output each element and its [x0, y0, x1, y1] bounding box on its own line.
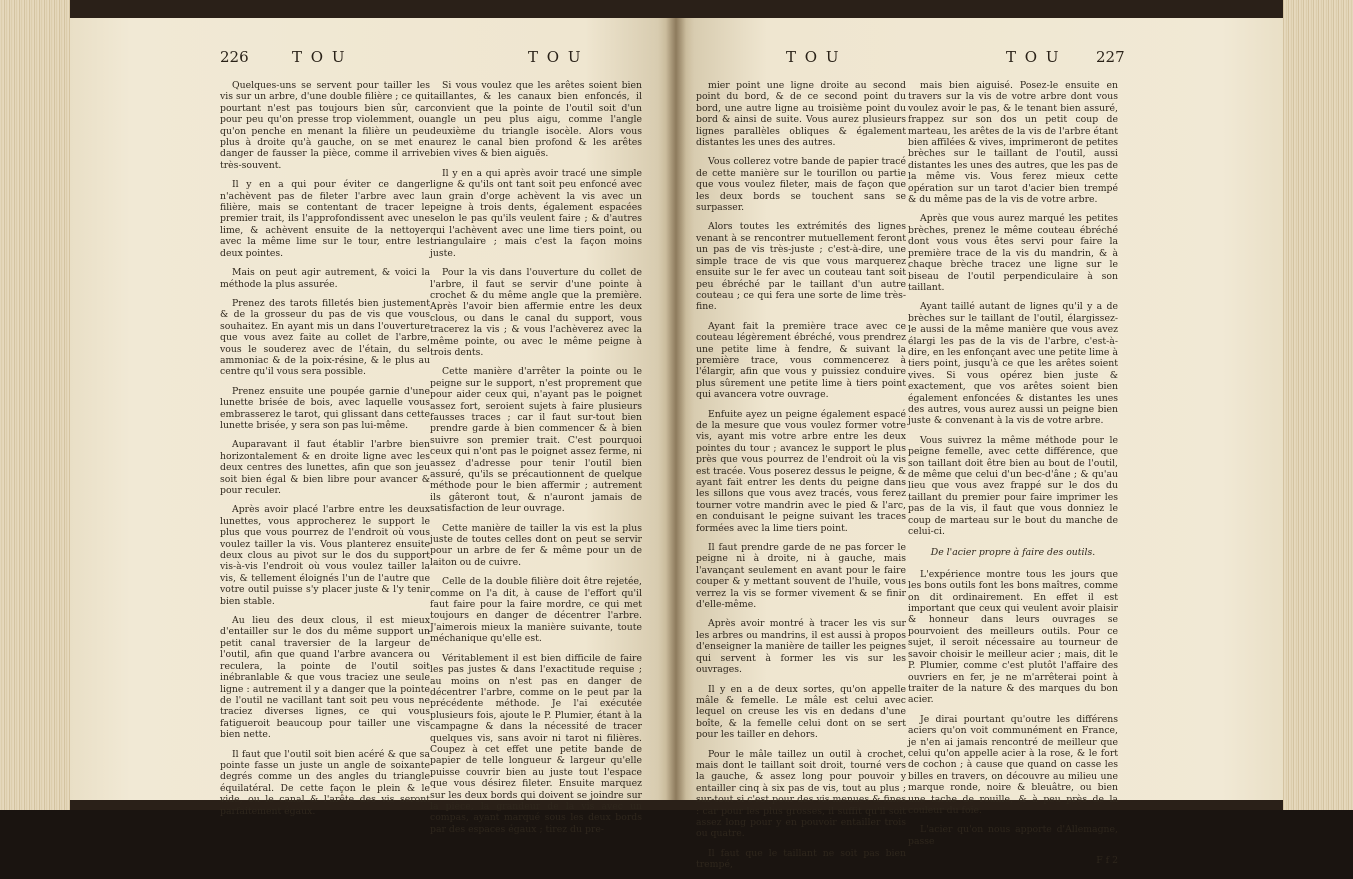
right-page-header — [676, 48, 1283, 74]
paragraph: Si vous voulez que les arêtes soient bien taillantes, & les canaux bien enfoncés, il convient que la pointe de l'outil soit d'un angle un peu plus aigu, comme l'angle deuxième du triangle isocèle. Alors vous aurez le canal bien profond & les arêtes bien vives & bien aiguës. — [430, 80, 642, 160]
paragraph: Vous collerez votre bande de papier tracé de cette manière sur le tourillon ou partie que vous voulez fileter, mais de façon que les deux bords se touchent sans se surpasser. — [696, 156, 906, 214]
paragraph: Il y en a qui après avoir tracé une simple ligne & qu'ils ont tant soit peu enfoncé avec un grain d'orge achèvent la vis avec un peigne à trois dents, également espacées selon le pas qu'ils veulent faire ; & d'autres qui l'achèvent avec une lime tiers point, ou triangulaire ; mais c'est la façon moins juste. — [430, 167, 642, 259]
paragraph: L'expérience montre tous les jours que les bons outils font les bons maîtres, comme on dit ordinairement. En effet il est important que ceux qui veulent avoir plaisir & honneur dans leurs ouvrages se pourvoient des meilleurs outils. Pour ce sujet, il seroit nécessaire au tourneur de savoir choisir le meilleur acier ; mais, dit le P. Plumier, comme c'est plutôt l'affaire des ouvriers en fer, je ne m'arrêterai point à traiter de la nature & des marques du bon acier. — [908, 568, 1118, 706]
running-head-left-2: T O U — [528, 48, 583, 66]
paragraph: Mais on peut agir autrement, & voici la méthode la plus assurée. — [220, 267, 430, 290]
paragraph: Après avoir montré à tracer les vis sur les arbres ou mandrins, il est aussi à propos d'enseigner la manière de tailler les peignes qui servent à former les vis sur les ouvrages. — [696, 618, 906, 676]
right-page — [676, 18, 1283, 871]
paragraph: Véritablement il est bien difficile de faire les pas justes & dans l'exactitude requise ; au moins on n'est pas en danger de décentrer l'arbre, comme on le peut par la précédente méthode. Je l'ai exécutée plusieurs fois, ajoute le P. Plumier, étant à la campagne & dans la nécessité de tracer quelques vis, sans avoir ni tarot ni filières. Coupez à cet effet une petite bande de papier de telle longueur & largeur qu'elle puisse couvrir bien au juste tout l'espace que vous désirez fileter. Ensuite marquez sur les deux bords qui doivent se joindre sur la pièce, la grandeur de la vis avec un compas, ayant marqué sous les deux bords par des espaces égaux ; tirez du pre- — [430, 652, 642, 835]
paragraph: Cette manière d'arrêter la pointe ou le peigne sur le support, n'est proprement que pour aider ceux qui, n'ayant pas le poignet assez fort, seroient sujets à faire plusieurs fausses traces ; car il faut sur-tout bien prendre garde à bien commencer & à bien suivre son premier trait. C'est pourquoi ceux qui n'ont pas le poignet assez ferme, ni assez d'adresse pour tenir l'outil bien assuré, qu'ils se précautionnent de quelque méthode pour le bien affermir ; autrement ils gâteront tout, & n'auront jamais de satisfaction de leur ouvrage. — [430, 366, 642, 515]
left-page-header — [70, 48, 676, 74]
paragraph: Prenez ensuite une poupée garnie d'une lunette brisée de bois, avec laquelle vous embrasserez le tarot, qui glissant dans cette lunette brisée, y sera son pas lui-même. — [220, 385, 430, 431]
paragraph: L'acier qu'on nous apporte d'Allemagne, passe — [908, 824, 1118, 847]
paragraph: Alors toutes les extrémités des lignes venant à se rencontrer mutuellement feront un pas de vis très-juste ; c'est-à-dire, une simple trace de vis que vous marquerez ensuite sur le fer avec un couteau tant soit peu ébréché par le taillant d'un autre couteau ; ce qui fera une sorte de lime très-fine. — [696, 221, 906, 313]
paragraph: mier point une ligne droite au second point du bord, & de ce second point du bord, une autre ligne au troisième point du bord & ainsi de suite. Vous aurez plusieurs lignes parallèles obliques & également distantes les unes des autres. — [696, 80, 906, 149]
paragraph: Vous suivrez la même méthode pour le peigne femelle, avec cette différence, que son taillant doit être bien au bout de l'outil, de même que celui d'un bec-d'âne ; & qu'au lieu que vous avez frappé sur le dos du taillant du premier pour faire imprimer les pas de la vis, il faut que vous donniez le coup de marteau sur le bout du manche de celui-ci. — [908, 434, 1118, 538]
paragraph: Il faut que le taillant ne soit pas bien trempé, — [696, 847, 906, 871]
paragraph: Après avoir placé l'arbre entre les deux lunettes, vous approcherez le support le plus que vous pourrez de l'endroit où vous voulez tailler la vis. Vous planterez ensuite deux clous au pivot sur le dos du support vis-à-vis l'endroit où vous voulez tailler la vis, & tellement éloignés l'un de l'autre que votre outil puisse s'y placer juste & l'y tenir bien stable. — [220, 504, 430, 607]
left-page — [70, 18, 676, 835]
paragraph: Auparavant il faut établir l'arbre bien horizontalement & en droite ligne avec les deux centres des lunettes, afin que son jeu soit bien égal & bien libre pour avancer & pour reculer. — [220, 439, 430, 496]
paragraph: Au lieu des deux clous, il est mieux d'entailler sur le dos du même support un petit canal traversier de la largeur de l'outil, afin que quand l'arbre avancera ou reculera, la pointe de l'outil soit inébranlable & que vous traciez une seule ligne : autrement il y a danger que la pointe de l'outil ne vacillant tant soit peu vous ne traciez diverses lignes, ce qui vous fatigueroit beaucoup pour tailler une vis bien nette. — [220, 615, 430, 741]
paragraph: Enfuite ayez un peigne également espacé de la mesure que vous voulez former votre vis, ayant mis votre arbre entre les deux pointes du tour ; avancez le support le plus près que vous pourrez de l'endroit où la vis est tracée. Vous poserez dessus le peigne, & ayant fait entrer les dents du peigne dans les sillons que vous avez tracés, vous ferez tourner votre mandrin avec le pied & l'arc, en conduisant le peigne suivant les traces formées avec la lime tiers point. — [696, 408, 906, 534]
right-page-column-2 — [908, 80, 1118, 867]
left-page-column-1 — [220, 80, 430, 825]
book-gutter — [666, 18, 686, 800]
paragraph: Celle de la double filière doit être rejetée, comme on l'a dit, à cause de l'effort qu'il faut faire pour la faire mordre, ce qui met toujours en danger de décentrer l'arbre. J'aimerois mieux la manière suivante, toute méchanique qu'elle est. — [430, 576, 642, 645]
page-number-left: 226 — [220, 48, 249, 66]
page-edges-left — [0, 0, 70, 810]
paragraph: mais bien aiguisé. Posez-le ensuite en travers sur la vis de votre arbre dont vous voulez avoir le pas, & le tenant bien assuré, frappez sur son dos un petit coup de marteau, les arêtes de la vis de l'arbre étant bien affilées & vives, imprimeront de petites brèches sur le taillant de l'outil, aussi distantes les unes des autres, que les pas de la même vis. Vous ferez mieux cette opération sur un tarot d'acier bien trempé & du même pas de la vis de votre arbre. — [908, 80, 1118, 206]
paragraph: Cette manière de tailler la vis est la plus juste de toutes celles dont on peut se servir pour un arbre de fer & même pour un de laiton ou de cuivre. — [430, 522, 642, 568]
left-page-column-2 — [430, 80, 642, 843]
paragraph: Après que vous aurez marqué les petites brèches, prenez le même couteau ébréché dont vous vous êtes servi pour faire la première trace de la vis du mandrin, & à chaque brèche tracez une ligne sur le biseau de l'outil perpendiculaire à son taillant. — [908, 213, 1118, 293]
paragraph: Pour le mâle taillez un outil à crochet, mais dont le taillant soit droit, tourné vers la gauche, & assez long pour pouvoir y entailler cinq à six pas de vis, tout au plus ; sur-tout si c'est pour des vis menues & fines : car pour les plus grosses, il suffit qu'il soit assez long pour y en pouvoir entailler trois ou quatre. — [696, 748, 906, 840]
paragraph: Prenez des tarots filletés bien justement & de la grosseur du pas de vis que vous souhaitez. En ayant mis un dans l'ouverture que vous avez faite au collet de l'arbre, vous le souderez avec de l'étain, du sel ammoniac & de la poix-résine, & le plus au centre qu'il vous sera possible. — [220, 297, 430, 378]
running-head-right-1: T O U — [786, 48, 841, 66]
running-head-right-2: T O U — [1006, 48, 1061, 66]
paragraph: Pour la vis dans l'ouverture du collet de l'arbre, il faut se servir d'une pointe à crochet & du même angle que la première. Après l'avoir bien affermie entre les deux clous, ou dans le canal du support, vous tracerez la vis ; & vous l'achèverez avec la même pointe, ou avec le même peigne à trois dents. — [430, 267, 642, 358]
section-heading: De l'acier propre à faire des outils. — [930, 547, 1096, 559]
page-number-right: 227 — [1096, 48, 1125, 66]
page-edges-right — [1283, 0, 1353, 810]
paragraph: Ayant taillé autant de lignes qu'il y a de brèches sur le taillant de l'outil, élargissez-le aussi de la même manière que vous avez élargi les pas de la vis de l'arbre, c'est-à-dire, en les enfonçant avec une petite lime à tiers point, jusqu'à ce que les arêtes soient vives. Si vous opérez bien juste & exactement, que vos arêtes soient bien également enfoncées & distantes les unes des autres, vous aurez aussi un peigne bien juste & convenant à la vis de votre arbre. — [908, 301, 1118, 427]
running-head-left-1: T O U — [292, 48, 347, 66]
paragraph: Il faut prendre garde de ne pas forcer le peigne ni à droite, ni à gauche, mais l'avançant seulement en avant pour le faire couper & y mettant souvent de l'huile, vous verrez la vis se former vivement & se finir d'elle-même. — [696, 542, 906, 611]
paragraph: Il y en a de deux sortes, qu'on appelle mâle & femelle. Le mâle est celui avec lequel on creuse les vis en dedans d'une boîte, & la femelle celui dont on se sert pour les tailler en dehors. — [696, 683, 906, 741]
paragraph: Il faut que l'outil soit bien acéré & que sa pointe fasse un juste un angle de soixante degrés comme un des angles du triangle équilatéral. De cette façon le plein & le vide, ou le canal & l'arête des vis seront parfaitement égaux. — [220, 748, 430, 817]
paragraph: Je dirai pourtant qu'outre les différens aciers qu'on voit communément en France, je n'en ai jamais rencontré de meilleur que celui qu'on appelle acier à la rose, & le fort de cochon ; à cause que quand on casse les billes en travers, on découvre au milieu une marque ronde, noire & bleuâtre, ou bien une tache de rouille, & à peu près de la couleur du foie. — [908, 713, 1118, 816]
right-page-column-1 — [696, 80, 906, 879]
signature-mark: F f 2 — [1096, 855, 1118, 867]
paragraph: Il y en a qui pour éviter ce danger n'achèvent pas de fileter l'arbre avec la filière, mais se contentant de tracer le premier trait, ils l'approfondissent avec une lime, & achèvent ensuite de la nettoyer avec la même lime sur le tour, entre les deux pointes. — [220, 179, 430, 259]
paragraph: Ayant fait la première trace avec ce couteau légèrement ébréché, vous prendrez une petite lime à fendre, & suivant la première trace, vous commencerez à l'élargir, afin que vous y puissiez conduire plus sûrement une petite lime à tiers point qui avancera votre ouvrage. — [696, 320, 906, 401]
paragraph: Quelques-uns se servent pour tailler les vis sur un arbre, d'une double filière ; ce qui pourtant n'est pas toujours bien sûr, car pour peu qu'on presse trop violemment, ou qu'on penche en menant la filière un peu plus à droite qu'à gauche, on se met en danger de fausser la pièce, comme il arrive très-souvent. — [220, 80, 430, 171]
